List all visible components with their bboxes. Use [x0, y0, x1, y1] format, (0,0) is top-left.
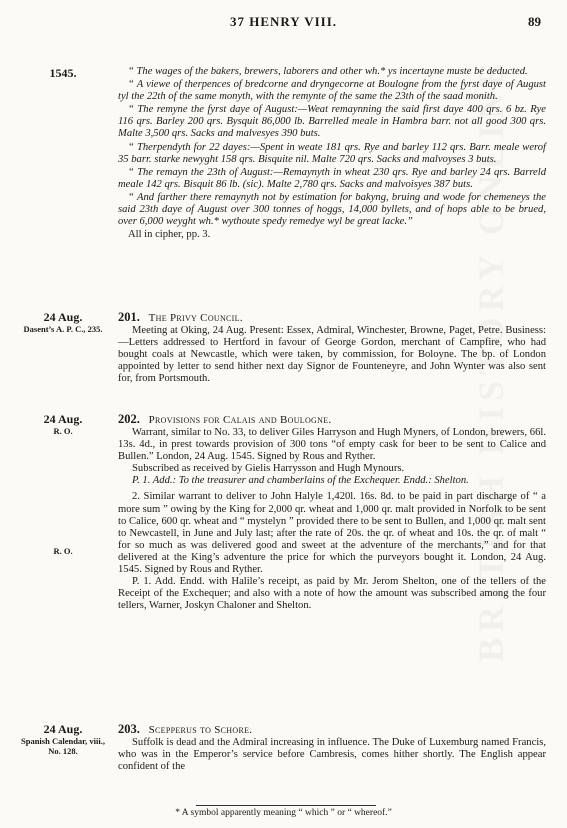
quote-paragraph: “ The wages of the bakers, brewers, laborers and other wh.* ys incertayne muste be deducted.	[128, 66, 528, 77]
running-title: 37 HENRY VIII.	[229, 14, 338, 29]
quote-note: All in cipher, pp. 3.	[128, 229, 211, 241]
entry-heading	[118, 310, 546, 325]
margin-entry-201	[18, 310, 108, 334]
footnote-divider	[196, 805, 376, 806]
entry-203	[118, 722, 546, 773]
entry-date: 24 Aug.	[43, 310, 83, 324]
year-label: 1545.	[49, 66, 77, 80]
entry-number: 202.	[118, 412, 140, 426]
entry-title: Provisions for Calais and Boulogne.	[148, 414, 332, 426]
entry-paragraph: Subscribed as received by Gielis Harrysson and Hugh Mynours.	[132, 463, 405, 475]
entry-heading	[118, 722, 546, 737]
quote-paragraph: “ The remayn the 23th of August:—Remaynyth in wheat 230 qrs. Rye and barley 24 qrs. Barreld meale 142 qrs. Bisquit 86 lb. (sic). Malte 2,780 qrs. Sacks and malvoisyes 387 buts.	[118, 166, 546, 190]
entry-date: 24 Aug.	[43, 412, 83, 426]
margin-entry-202	[18, 412, 108, 436]
entry-201	[118, 310, 546, 385]
entry-paragraph: P. 1. Add.: To the treasurer and chamberlains of the Exchequer. Endd.: Shelton.	[132, 475, 469, 487]
margin-year	[18, 66, 108, 80]
quote-paragraph: “ Therpendyth for 22 dayes:—Spent in weate 181 qrs. Rye and barley 112 qrs. Barr. meale werof 35 barr. starke newyght 158 qrs. Bisquite nil. Malte 720 qrs. Sacks and malvoyses 3 buts.	[118, 141, 546, 165]
entry-number: 201.	[118, 310, 140, 324]
entry-source-ref: R. O.	[53, 426, 73, 436]
entry-heading	[118, 412, 546, 427]
entry-number: 203.	[118, 722, 140, 736]
entry-source-ref: Spanish Calendar, viii., No. 128.	[20, 736, 105, 756]
library-watermark: BRITISH HISTORY ONLINE	[471, 57, 511, 663]
running-head	[0, 14, 567, 34]
margin-entry-202-second	[18, 546, 108, 556]
entry-title: The Privy Council.	[148, 312, 243, 324]
entry-source-ref: R. O.	[53, 546, 73, 556]
entry-date: 24 Aug.	[43, 722, 83, 736]
entry-paragraph: Suffolk is dead and the Admiral increasing in influence. The Duke of Luxemburg named Francis, who was in the Emperor’s service before Cambresis, comes hither shortly. The English appear confident of the	[118, 737, 546, 773]
quote-paragraph: “ A viewe of therpences of bredcorne and dryngecorne at Boulogne from the fyrst daye of August tyl the 22th of the same monyth, with the remynte of the same the 23th of the saad monith.	[118, 79, 546, 103]
footnote: * A symbol apparently meaning “ which ” or “ whereof.”	[175, 808, 392, 818]
entry-title: Scepperus to Schore.	[148, 724, 253, 736]
entry-paragraph: 2. Similar warrant to deliver to John Halyle 1,420l. 16s. 8d. to be paid in part discharge of “ a more sum ” owing by the King for 2,000 qr. wheat and 1,000 qr. malt provided in Norfolk to be sent to Calice, 600 qr. wheat and “ mystelyn ” provided there to be sent to Bullen, and 1,000 qr. malt sent to Newcastell, in June and July last; after the rate of 20s. the qr. of wheat and 10s. the qr. of malt “ for so much as was delivered good and sweet at the adventure of the merchants,” and for that delivered at the King’s adventure the price for which the purveyors bought it. London, 24 Aug. 1545. Signed by Rous and Ryther.	[118, 491, 546, 576]
page-number: 89	[528, 14, 541, 29]
quote-paragraph: “ And farther there remaynyth not by estimation for bakyng, bruing and wode for chemeneys the said 23th daye of August over 300 tonnes of hoggs, 14,000 byllets, and of hops able to be brued, over 6,000 weyght wh.* wythoute spedy remedye wyl be great lacke.”	[118, 191, 546, 228]
entry-202	[118, 412, 546, 612]
quoted-report	[118, 66, 546, 242]
quote-paragraph: “ The remyne the fyrst daye of August:—Weat remaynning the said first daye 400 qrs. 6 bz. Rye 116 qrs. Barley 200 qrs. Bysquit 86,000 lb. Barrelled meale in Hambra barr. not all good 300 qrs. Malte 3,500 qrs. Sacks and malvesyes 390 buts.	[118, 104, 546, 140]
entry-paragraph: P. 1. Add. Endd. with Halile’s receipt, as paid by Mr. Jerom Shelton, one of the tellers of the Receipt of the Exchequer; and also with a note of how the amount was subscribed among the four tellers, Warner, Joskyn Chaloner and Shelton.	[118, 576, 546, 612]
entry-source-ref: Dasent’s A. P. C., 235.	[23, 324, 103, 334]
entry-paragraph: Warrant, similar to No. 33, to deliver Giles Harryson and Hugh Myners, of London, brewers, 66l. 13s. 4d., in prest towards provision of 300 tons “of empty cask for beer to be sent to Calice and Bullen.” London, 24 Aug. 1545. Signed by Rous and Ryther.	[118, 427, 546, 463]
entry-paragraph: Meeting at Oking, 24 Aug. Present: Essex, Admiral, Winchester, Browne, Paget, Petre. Business:—Letters addressed to Hertford in favour of George Gordon, merchant of Campfire, who had bought coals at Newcastle, which were taken, by commission, for Boloyne. The bp. of London appointed by letter to send hither next day Signor de Founteneyre, and John Wynter was also sent for, from Portsmouth.	[118, 325, 546, 385]
margin-entry-203	[18, 722, 108, 756]
